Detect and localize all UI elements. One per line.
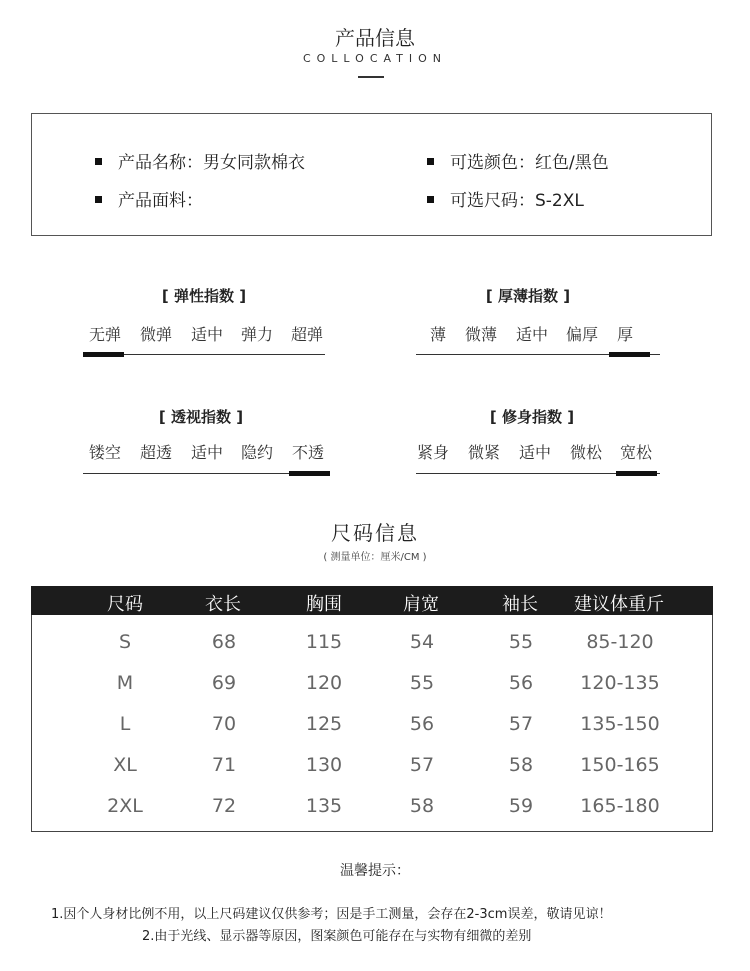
size-unit-note: ( 测量单位：厘米/CM ) <box>323 552 427 563</box>
transparency-selected-marker <box>289 471 330 476</box>
table-cell: 56 <box>409 713 435 735</box>
table-cell: 2XL <box>107 795 143 817</box>
bullet-icon <box>95 196 102 203</box>
table-cell: 57 <box>409 754 435 776</box>
thickness-option: 薄 <box>429 325 447 344</box>
table-cell: 55 <box>409 672 435 694</box>
size-info-title: 尺码信息 <box>331 521 419 545</box>
title-divider <box>358 76 384 78</box>
table-cell: 130 <box>305 754 343 776</box>
fit-option: 宽松 <box>619 443 653 462</box>
note-line-1: 1.因个人身材比例不用，以上尺码建议仅供参考；因是手工测量，会存在2-3cm误差，敬请见谅！ <box>51 907 612 922</box>
fit-selected-marker <box>616 471 657 476</box>
table-cell: 55 <box>508 631 534 653</box>
table-cell: L <box>119 713 131 735</box>
product-info-box <box>31 113 712 236</box>
table-cell: 120 <box>305 672 343 694</box>
table-cell: 54 <box>409 631 435 653</box>
transparency-option: 不透 <box>291 443 325 462</box>
bullet-icon <box>427 196 434 203</box>
table-cell: 71 <box>211 754 237 776</box>
table-cell: 56 <box>508 672 534 694</box>
table-cell: 120-135 <box>580 672 660 694</box>
elasticity-index-title: [ 弹性指数 ] <box>161 287 247 305</box>
elasticity-option: 超弹 <box>290 325 324 344</box>
elasticity-option: 无弹 <box>88 325 122 344</box>
table-cell: 58 <box>409 795 435 817</box>
table-cell: 58 <box>508 754 534 776</box>
table-cell: S <box>118 631 132 653</box>
note-line-2: 2.由于光线、显示器等原因，图案颜色可能存在与实物有细微的差别 <box>142 929 532 944</box>
table-cell: 57 <box>508 713 534 735</box>
transparency-option: 镂空 <box>88 443 122 462</box>
product-name: 产品名称：男女同款棉衣 <box>95 148 305 173</box>
fit-option: 微紧 <box>467 443 501 462</box>
column-header: 肩宽 <box>403 594 439 615</box>
transparency-option: 隐约 <box>240 443 274 462</box>
column-header: 尺码 <box>107 594 143 615</box>
column-header: 袖长 <box>502 594 538 615</box>
table-cell: 135-150 <box>580 713 660 735</box>
thickness-option: 厚 <box>616 325 634 344</box>
transparency-option: 适中 <box>190 443 224 462</box>
fit-option: 适中 <box>518 443 552 462</box>
thickness-option: 适中 <box>515 325 549 344</box>
table-cell: 70 <box>211 713 237 735</box>
page-subtitle: COLLOCATION <box>302 52 448 65</box>
fit-option: 微松 <box>569 443 603 462</box>
table-cell: M <box>116 672 134 694</box>
size-table-header <box>31 586 713 615</box>
column-header: 胸围 <box>306 594 342 615</box>
elasticity-option: 弹力 <box>240 325 274 344</box>
table-cell: 115 <box>305 631 343 653</box>
transparency-index-title: [ 透视指数 ] <box>158 408 244 426</box>
fit-option: 紧身 <box>416 443 450 462</box>
thickness-selected-marker <box>609 352 650 357</box>
table-cell: 59 <box>508 795 534 817</box>
product-sizes: 可选尺码：S-2XL <box>427 186 584 211</box>
elasticity-option: 微弹 <box>139 325 173 344</box>
elasticity-option: 适中 <box>190 325 224 344</box>
table-cell: 69 <box>211 672 237 694</box>
table-cell: 150-165 <box>580 754 660 776</box>
thickness-index-title: [ 厚薄指数 ] <box>485 287 571 305</box>
table-cell: 165-180 <box>580 795 660 817</box>
thickness-option: 微薄 <box>464 325 498 344</box>
bullet-icon <box>427 158 434 165</box>
page-title: 产品信息 <box>335 26 415 50</box>
product-fabric: 产品面料： <box>95 186 203 211</box>
table-cell: 85-120 <box>586 631 654 653</box>
table-cell: 135 <box>305 795 343 817</box>
product-colors: 可选颜色：红色/黑色 <box>427 148 609 173</box>
table-cell: XL <box>113 754 137 776</box>
table-cell: 125 <box>305 713 343 735</box>
notes-title: 温馨提示： <box>340 863 410 879</box>
size-table <box>31 586 713 832</box>
column-header: 衣长 <box>205 594 241 615</box>
elasticity-selected-marker <box>83 352 124 357</box>
bullet-icon <box>95 158 102 165</box>
fit-index-title: [ 修身指数 ] <box>489 408 575 426</box>
transparency-option: 超透 <box>139 443 173 462</box>
column-header: 建议体重斤 <box>574 594 664 615</box>
table-cell: 72 <box>211 795 237 817</box>
thickness-option: 偏厚 <box>565 325 599 344</box>
table-cell: 68 <box>211 631 237 653</box>
